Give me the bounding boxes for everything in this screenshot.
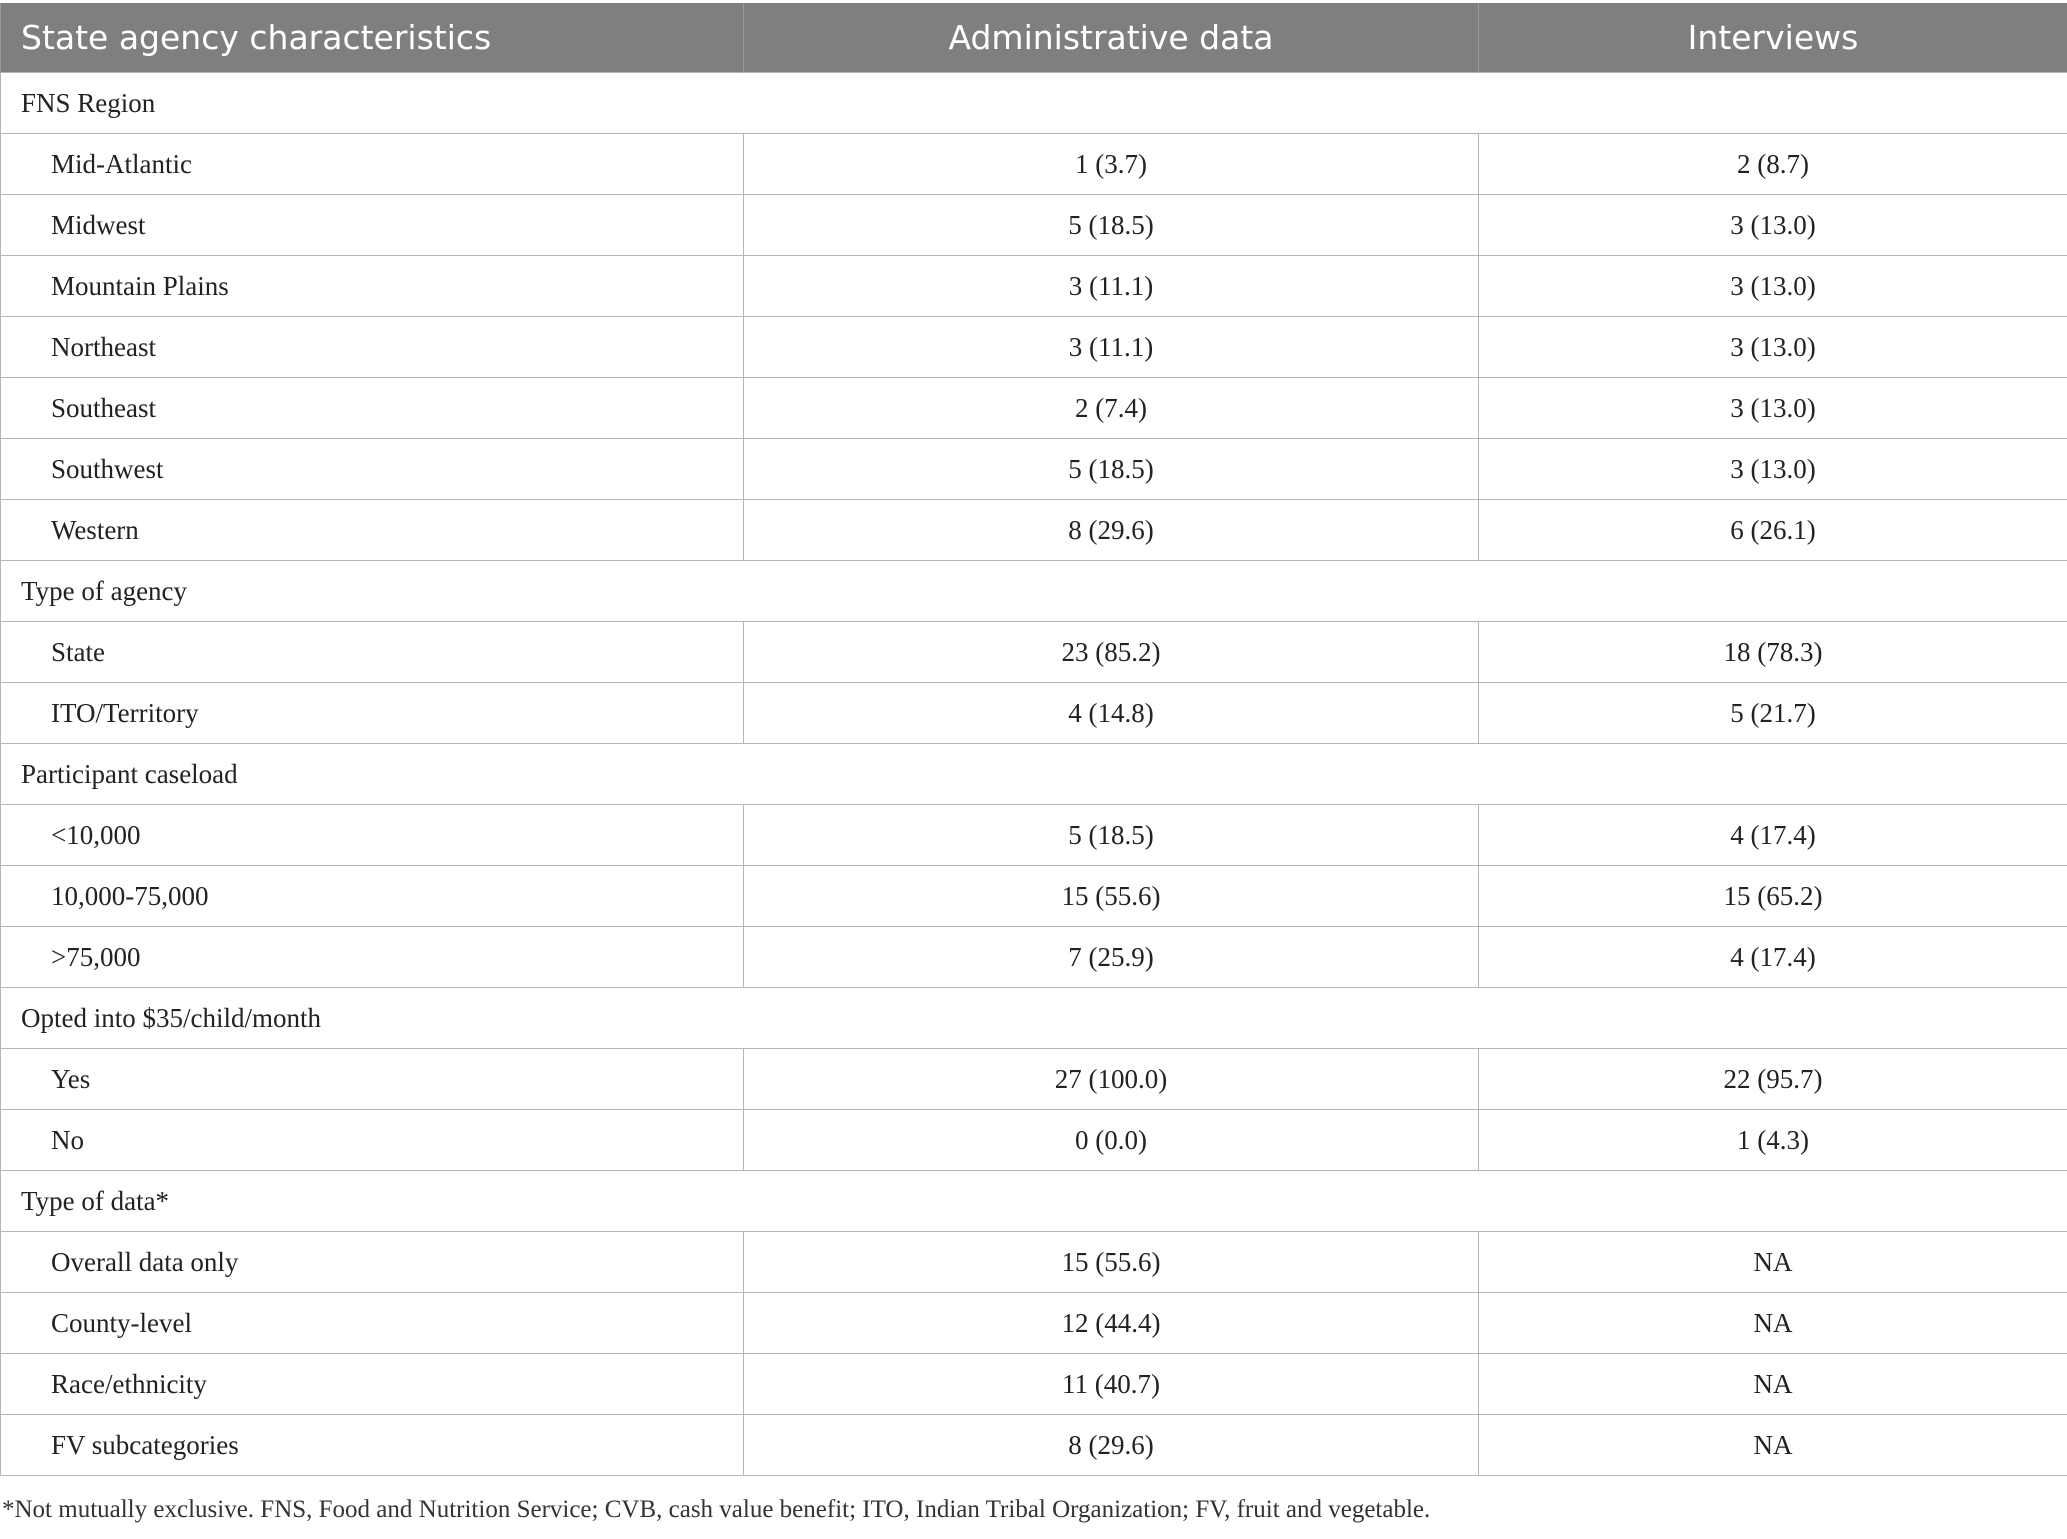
table-row	[1, 439, 2067, 500]
row-label: FV subcategories	[1, 1415, 744, 1476]
row-label: Race/ethnicity	[1, 1354, 744, 1415]
interviews-value: 2 (8.7)	[1479, 134, 2067, 195]
row-label: Northeast	[1, 317, 744, 378]
administrative-data-value: 4 (14.8)	[744, 683, 1479, 744]
section-title: FNS Region	[1, 73, 2067, 134]
table-row	[1, 1293, 2067, 1354]
row-label: Southeast	[1, 378, 744, 439]
row-label: Southwest	[1, 439, 744, 500]
section-title: Opted into $35/child/month	[1, 988, 2067, 1049]
table-row	[1, 1049, 2067, 1110]
table-row	[1, 378, 2067, 439]
table-row	[1, 195, 2067, 256]
section-title: Participant caseload	[1, 744, 2067, 805]
table-row	[1, 805, 2067, 866]
row-label: Midwest	[1, 195, 744, 256]
row-label: County-level	[1, 1293, 744, 1354]
table-row	[1, 1354, 2067, 1415]
table-row	[1, 256, 2067, 317]
header-row	[1, 3, 2067, 73]
interviews-value: 18 (78.3)	[1479, 622, 2067, 683]
interviews-value: 3 (13.0)	[1479, 195, 2067, 256]
table-row	[1, 134, 2067, 195]
characteristics-table	[0, 3, 2067, 1476]
row-label: Yes	[1, 1049, 744, 1110]
administrative-data-value: 8 (29.6)	[744, 1415, 1479, 1476]
administrative-data-value: 11 (40.7)	[744, 1354, 1479, 1415]
section-row	[1, 73, 2067, 134]
administrative-data-value: 15 (55.6)	[744, 866, 1479, 927]
table-header	[1, 3, 2067, 73]
administrative-data-value: 27 (100.0)	[744, 1049, 1479, 1110]
interviews-value: NA	[1479, 1293, 2067, 1354]
administrative-data-value: 23 (85.2)	[744, 622, 1479, 683]
row-label: >75,000	[1, 927, 744, 988]
table-row	[1, 500, 2067, 561]
administrative-data-value: 5 (18.5)	[744, 805, 1479, 866]
interviews-value: 4 (17.4)	[1479, 927, 2067, 988]
row-label: No	[1, 1110, 744, 1171]
section-row	[1, 561, 2067, 622]
table-footnote: *Not mutually exclusive. FNS, Food and Nutrition Service; CVB, cash value benefit; ITO, Indian Tribal Organization; FV, fruit and vegetable.	[2, 1496, 1431, 1523]
section-row	[1, 1171, 2067, 1232]
interviews-value: 22 (95.7)	[1479, 1049, 2067, 1110]
interviews-value: 1 (4.3)	[1479, 1110, 2067, 1171]
row-label: Mid-Atlantic	[1, 134, 744, 195]
row-label: Mountain Plains	[1, 256, 744, 317]
row-label: 10,000-75,000	[1, 866, 744, 927]
interviews-value: 3 (13.0)	[1479, 256, 2067, 317]
administrative-data-value: 2 (7.4)	[744, 378, 1479, 439]
row-label: State	[1, 622, 744, 683]
section-row	[1, 988, 2067, 1049]
interviews-value: NA	[1479, 1354, 2067, 1415]
table-row	[1, 1110, 2067, 1171]
interviews-value: 6 (26.1)	[1479, 500, 2067, 561]
row-label: Overall data only	[1, 1232, 744, 1293]
row-label: Western	[1, 500, 744, 561]
table-row	[1, 927, 2067, 988]
interviews-value: NA	[1479, 1232, 2067, 1293]
interviews-value: 3 (13.0)	[1479, 317, 2067, 378]
administrative-data-value: 5 (18.5)	[744, 195, 1479, 256]
administrative-data-value: 7 (25.9)	[744, 927, 1479, 988]
table-row	[1, 866, 2067, 927]
section-title: Type of agency	[1, 561, 2067, 622]
header-characteristics: State agency characteristics	[1, 3, 744, 73]
row-label: <10,000	[1, 805, 744, 866]
interviews-value: 3 (13.0)	[1479, 378, 2067, 439]
table-row	[1, 1232, 2067, 1293]
administrative-data-value: 1 (3.7)	[744, 134, 1479, 195]
interviews-value: NA	[1479, 1415, 2067, 1476]
administrative-data-value: 15 (55.6)	[744, 1232, 1479, 1293]
interviews-value: 4 (17.4)	[1479, 805, 2067, 866]
interviews-value: 5 (21.7)	[1479, 683, 2067, 744]
header-interviews: Interviews	[1479, 3, 2067, 73]
interviews-value: 3 (13.0)	[1479, 439, 2067, 500]
administrative-data-value: 12 (44.4)	[744, 1293, 1479, 1354]
table-row	[1, 317, 2067, 378]
administrative-data-value: 3 (11.1)	[744, 317, 1479, 378]
administrative-data-value: 3 (11.1)	[744, 256, 1479, 317]
table-row	[1, 1415, 2067, 1476]
interviews-value: 15 (65.2)	[1479, 866, 2067, 927]
header-administrative-data: Administrative data	[744, 3, 1479, 73]
administrative-data-value: 5 (18.5)	[744, 439, 1479, 500]
table-row	[1, 622, 2067, 683]
administrative-data-value: 8 (29.6)	[744, 500, 1479, 561]
table-body	[1, 73, 2067, 1476]
row-label: ITO/Territory	[1, 683, 744, 744]
section-row	[1, 744, 2067, 805]
administrative-data-value: 0 (0.0)	[744, 1110, 1479, 1171]
table-row	[1, 683, 2067, 744]
section-title: Type of data*	[1, 1171, 2067, 1232]
characteristics-table-container	[0, 3, 2067, 1476]
